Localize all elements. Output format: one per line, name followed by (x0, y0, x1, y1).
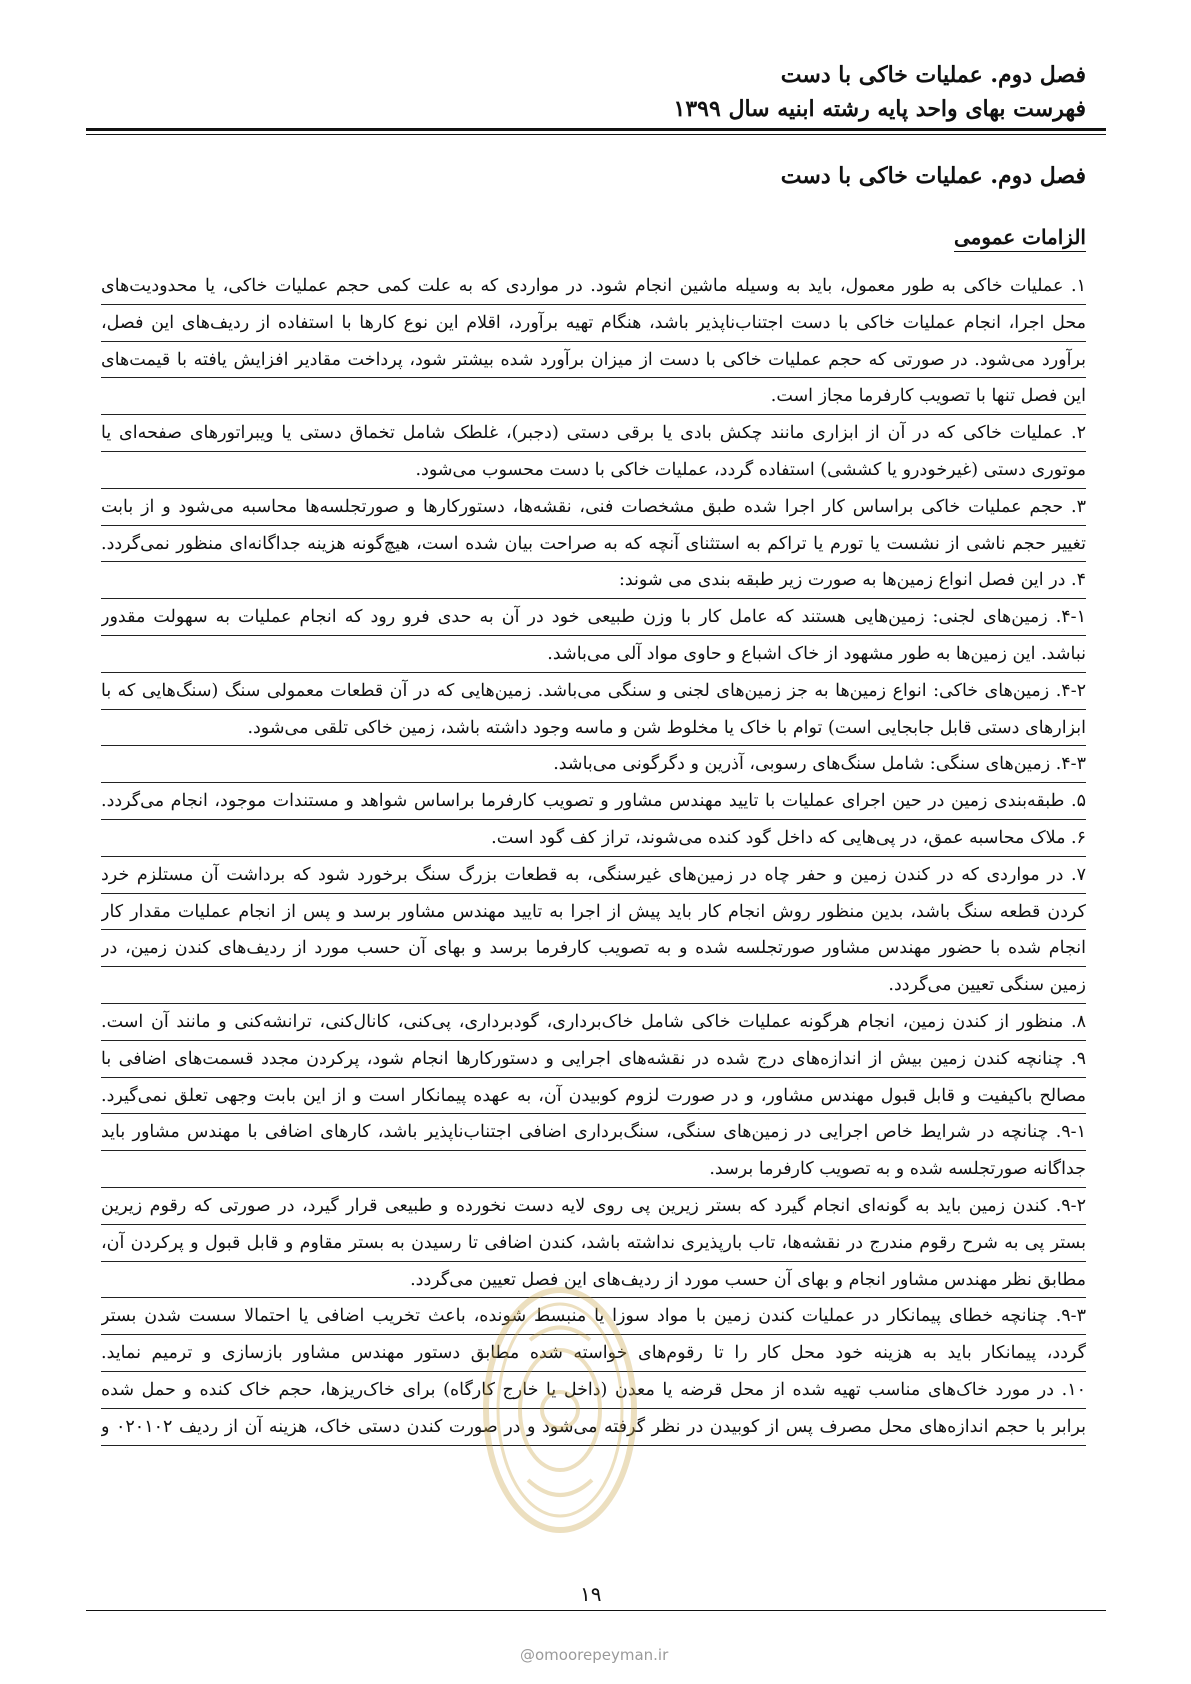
text-line: ابزارهای دستی قابل جابجایی است) توام با خاک یا مخلوط شن و ماسه وجود داشته باشد، زمین خاکی تلقی می‌شود. (101, 710, 1086, 747)
text-line: ۱. عملیات خاکی به طور معمول، باید به وسیله ماشین انجام شود. در مواردی که به علت کمی حجم عملیات خاکی، یا محدودیت‌های (101, 268, 1086, 305)
header-rule-thin (86, 134, 1106, 135)
text-line: جداگانه صورتجلسه شده و به تصویب کارفرما برسد. (101, 1151, 1086, 1188)
text-line: تغییر حجم ناشی از نشست یا تورم یا تراکم به استثنای آنچه که به صراحت بیان شده است، هیچ‌گونه هزینه جداگانه‌ای منظور نمی‌گردد. (101, 526, 1086, 563)
text-line: نباشد. این زمین‌ها به طور مشهود از خاک اشباع و حاوی مواد آلی می‌باشد. (101, 636, 1086, 673)
text-line: ۳. حجم عملیات خاکی براساس کار اجرا شده طبق مشخصات فنی، نقشه‌ها، دستورکارها و صورتجلسه‌ها محاسبه می‌شود و از بابت (101, 489, 1086, 526)
chapter-title: فصل دوم. عملیات خاکی با دست (780, 163, 1086, 189)
text-line: مطابق نظر مهندس مشاور انجام و بهای آن حسب مورد از ردیف‌های این فصل تعیین می‌گردد. (101, 1262, 1086, 1299)
text-line: موتوری دستی (غیرخودرو یا کششی) استفاده گردد، عملیات خاکی با دست محسوب می‌شود. (101, 452, 1086, 489)
page-header (106, 58, 1086, 126)
text-line: ۴. در این فصل انواع زمین‌ها به صورت زیر طبقه بندی می شوند: (101, 562, 1086, 599)
text-line: ۶. ملاک محاسبه عمق، در پی‌هایی که داخل گود کنده می‌شوند، تراز کف گود است. (101, 820, 1086, 857)
site-watermark: @omoorepeyman.ir (520, 1646, 669, 1664)
text-line: ۵. طبقه‌بندی زمین در حین اجرای عملیات با تایید مهندس مشاور و تصویب کارفرما براساس شواهد و مستندات موجود، انجام می‌گردد. (101, 783, 1086, 820)
text-line: ۴-۱. زمین‌های لجنی: زمین‌هایی هستند که عامل کار با وزن طبیعی خود در آن به حدی فرو رود که انجام عملیات به سهولت مقدور (101, 599, 1086, 636)
footer-rule (86, 1610, 1106, 1611)
text-line: ۴-۳. زمین‌های سنگی: شامل سنگ‌های رسوبی، آذرین و دگرگونی می‌باشد. (101, 746, 1086, 783)
header-chapter-line: فصل دوم. عملیات خاکی با دست (780, 62, 1086, 88)
header-list-line: فهرست بهای واحد پایه رشته ابنیه سال ۱۳۹۹ (673, 96, 1086, 122)
text-line: ۸. منظور از کندن زمین، انجام هرگونه عملیات خاکی شامل خاک‌برداری، گودبرداری، پی‌کنی، کانال‌کنی، ترانشه‌کنی و مانند آن است. (101, 1004, 1086, 1041)
section-title: الزامات عمومی (954, 225, 1086, 252)
body-text (101, 268, 1086, 1446)
text-line: ۴-۲. زمین‌های خاکی: انواع زمین‌ها به جز زمین‌های لجنی و سنگی می‌باشد. زمین‌هایی که در آن قطعات معمولی سنگ (سنگ‌هایی که با (101, 673, 1086, 710)
text-line: مصالح باکیفیت و قابل قبول مهندس مشاور، و در صورت لزوم کوبیدن آن، به عهده پیمانکار است و از این بابت وجهی تعلق نمی‌گیرد. (101, 1078, 1086, 1115)
text-line: ۹. چنانچه کندن زمین بیش از اندازه‌های درج شده در نقشه‌های اجرایی و دستورکارها انجام شود، پرکردن مجدد قسمت‌های اضافی با (101, 1041, 1086, 1078)
text-line: ۷. در مواردی که در کندن زمین و حفر چاه در زمین‌های غیرسنگی، به قطعات بزرگ سنگ برخورد شود که برداشت آن مستلزم خرد (101, 857, 1086, 894)
text-line: ۹-۱. چنانچه در شرایط خاص اجرایی در زمین‌های سنگی، سنگ‌برداری اضافی اجتناب‌ناپذیر باشد، کارهای اضافی با مهندس مشاور باید (101, 1114, 1086, 1151)
text-line: ۱۰. در مورد خاک‌های مناسب تهیه شده از محل قرضه یا معدن (داخل یا خارج کارگاه) برای خاک‌ریزها، حجم خاک کنده و حمل شده (101, 1372, 1086, 1409)
text-line: گردد، پیمانکار باید به هزینه خود محل کار را تا رقوم‌های خواسته شده مطابق دستور مهندس مشاور بازسازی و ترمیم نماید. (101, 1335, 1086, 1372)
text-line: انجام شده با حضور مهندس مشاور صورتجلسه شده و به تصویب کارفرما برسد و بهای آن حسب مورد از ردیف‌های کندن زمین، در (101, 930, 1086, 967)
text-line: ۹-۳. چنانچه خطای پیمانکار در عملیات کندن زمین با مواد سوزا یا منبسط شونده، باعث تخریب اضافی یا احتمالا سست شدن بستر (101, 1298, 1086, 1335)
text-line: این فصل تنها با تصویب کارفرما مجاز است. (101, 378, 1086, 415)
text-line: ۹-۲. کندن زمین باید به گونه‌ای انجام گیرد که بستر زیرین پی روی لایه دست نخورده و طبیعی قرار گیرد، در صورتی که رقوم زیرین (101, 1188, 1086, 1225)
text-line: زمین سنگی تعیین می‌گردد. (101, 967, 1086, 1004)
text-line: محل اجرا، انجام عملیات خاکی با دست اجتناب‌ناپذیر باشد، هنگام تهیه برآورد، اقلام این نوع کارها با استفاده از ردیف‌های این فصل، (101, 305, 1086, 342)
header-rule-thick (86, 128, 1106, 131)
text-line: کردن قطعه سنگ باشد، بدین منظور روش انجام کار باید پیش از اجرا به تایید مهندس مشاور برسد و پس از انجام عملیات مقدار کار (101, 894, 1086, 931)
text-line: ۲. عملیات خاکی که در آن از ابزاری مانند چکش بادی یا برقی دستی (دجبر)، غلطک شامل تخماق دستی یا ویبراتورهای صفحه‌ای یا (101, 415, 1086, 452)
text-line: بستر پی به شرح رقوم مندرج در نقشه‌ها، تاب بارپذیری نداشته باشد، کندن اضافی تا رسیدن به بستر مقاوم و قابل قبول و پرکردن آن، (101, 1225, 1086, 1262)
text-line: برابر با حجم اندازه‌های محل مصرف پس از کوبیدن در نظر گرفته می‌شود و در صورت کندن دستی خاک، هزینه آن از ردیف ۰۲۰۱۰۲ و (101, 1409, 1086, 1446)
page-number: ۱۹ (580, 1582, 602, 1606)
text-line: برآورد می‌شود. در صورتی که حجم عملیات خاکی با دست از میزان برآورد شده بیشتر شود، پرداخت مقادیر افزایش یافته با قیمت‌های (101, 342, 1086, 379)
